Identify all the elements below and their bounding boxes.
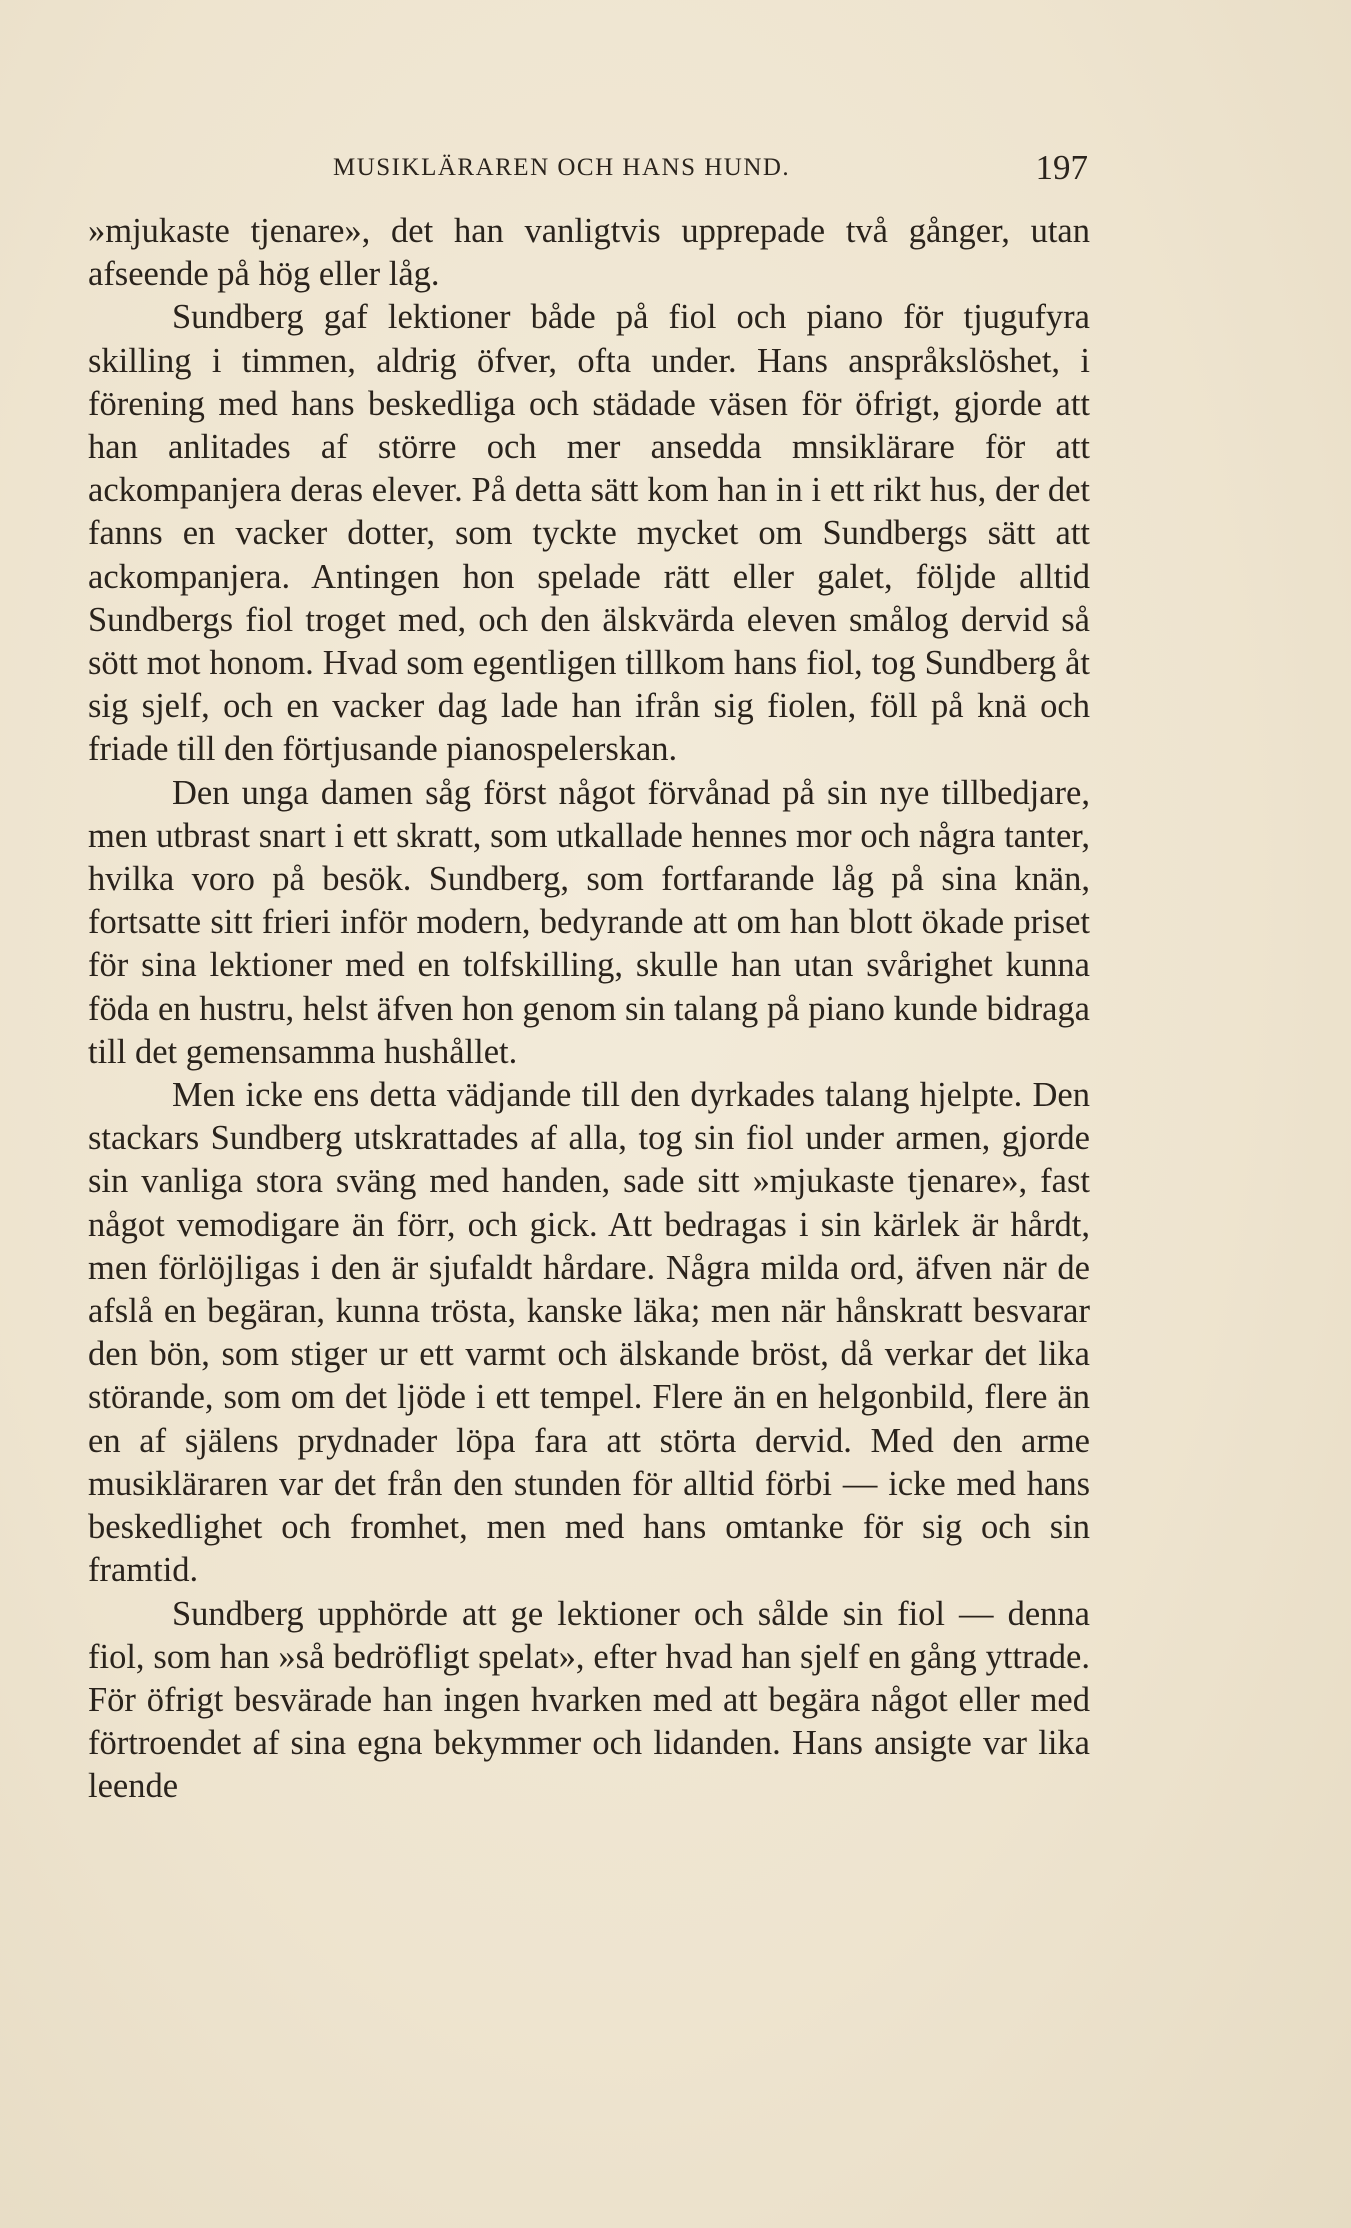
paragraph: Men icke ens detta vädjande till den dyrkades talang hjelpte. Den stackars Sundberg utskrattades af alla, tog sin fiol under armen, gjorde sin vanliga stora sväng med handen, sade sitt »mjukaste tjenare», fast något vemodigare än förr, och gick. Att bedragas i sin kärlek är hårdt, men förlöjligas i den är sjufaldt hårdare. Några milda ord, äfven när de afslå en begäran, kunna trösta, kanske läka; men när hånskratt besvarar den bön, som stiger ur ett varmt och älskande bröst, då verkar det lika störande, som om det ljöde i ett tempel. Flere än en helgonbild, flere än en af själens prydnader löpa fara att störta dervid. Med den arme musikläraren var det från den stunden för alltid förbi — icke med hans beskedlighet och fromhet, men med hans omtanke för sig och sin framtid. xyxy=(88,1076,1090,1590)
paragraph: Den unga damen såg först något förvånad på sin nye tillbedjare, men utbrast snart i ett skratt, som utkallade hennes mor och några tanter, hvilka voro på besök. Sundberg, som fortfarande låg på sina knän, fortsatte sitt frieri inför modern, bedyrande att om han blott ökade priset för sina lektioner med en tolfskilling, skulle han utan svårighet kunna föda en hustru, helst äfven hon genom sin talang på piano kunde bidraga till det gemensamma hushållet. xyxy=(88,773,1090,1071)
running-head: MUSIKLÄRAREN OCH HANS HUND. xyxy=(333,154,791,181)
paragraph: Sundberg upphörde att ge lektioner och sålde sin fiol — denna fiol, som han »så bedröfligt spelat», efter hvad han sjelf en gång yttrade. För öfrigt besvärade han ingen hvarken med att begära något eller med förtroendet af sina egna bekymmer och lidanden. Hans ansigte var lika leende xyxy=(88,1594,1090,1806)
page-header xyxy=(88,148,1088,188)
paragraph: »mjukaste tjenare», det han vanligtvis upprepade två gånger, utan afseende på hög eller låg. xyxy=(88,212,1090,294)
paragraph: Sundberg gaf lektioner både på fiol och piano för tjugufyra skilling i timmen, aldrig öfver, ofta under. Hans anspråkslöshet, i förening med hans beskedliga och städade väsen för öfrigt, gjorde att han anlitades af större och mer ansedda mnsiklärare för att ackompanjera deras elever. På detta sätt kom han in i ett rikt hus, der det fanns en vacker dotter, som tyckte mycket om Sundbergs sätt att ackompanjera. Antingen hon spelade rätt eller galet, följde alltid Sundbergs fiol troget med, och den älskvärda eleven smålog dervid så sött mot honom. Hvad som egentligen tillkom hans fiol, tog Sundberg åt sig sjelf, och en vacker dag lade han ifrån sig fiolen, föll på knä och friade till den förtjusande pianospelerskan. xyxy=(88,298,1090,769)
body-text xyxy=(88,210,1090,1809)
page-number: 197 xyxy=(1035,148,1088,187)
